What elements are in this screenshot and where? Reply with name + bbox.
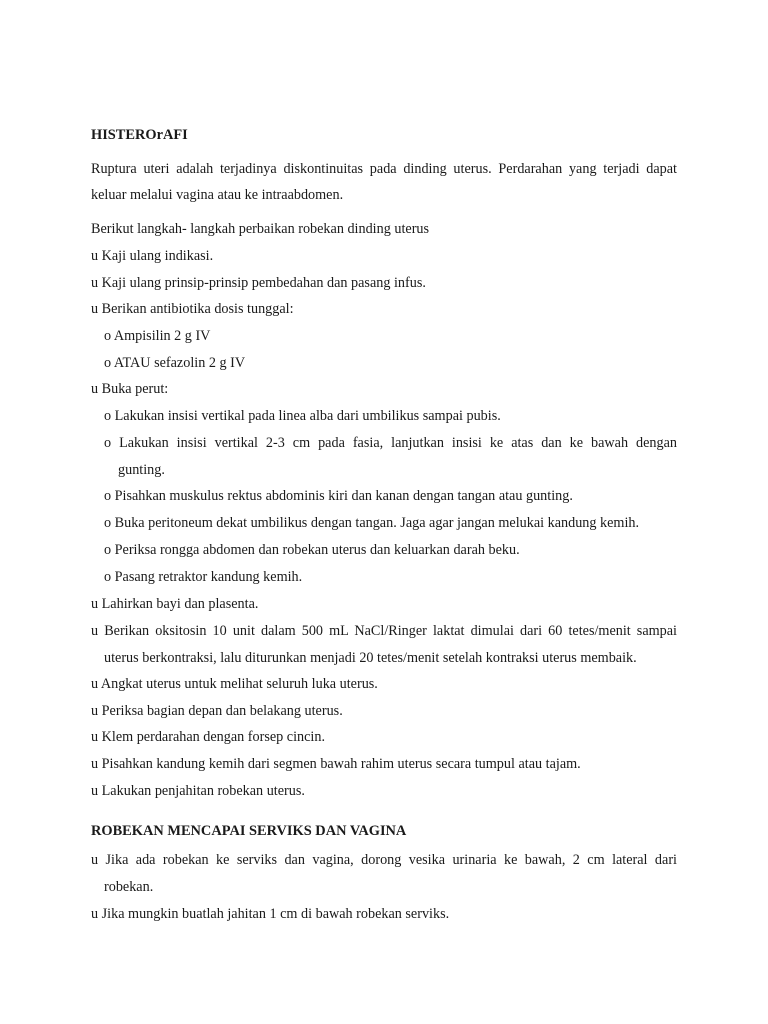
sub-list-item: o Buka peritoneum dekat umbilikus dengan tangan. Jaga agar jangan melukai kandung kemih. (104, 515, 640, 531)
list-item-continuation: robekan. (104, 879, 154, 895)
list-item: u Lahirkan bayi dan plasenta. (91, 596, 259, 612)
list-item: u Kaji ulang prinsip-prinsip pembedahan dan pasang infus. (91, 275, 426, 291)
sub-list-item: o ATAU sefazolin 2 g IV (104, 355, 246, 371)
steps-heading: Berikut langkah- langkah perbaikan robekan dinding uterus (91, 221, 430, 237)
sub-list-item: o Lakukan insisi vertikal 2-3 cm pada fasia, lanjutkan insisi ke atas dan ke bawah dengan (104, 435, 677, 451)
list-item: u Periksa bagian depan dan belakang uterus. (91, 703, 343, 719)
sub-list-item: o Pisahkan muskulus rektus abdominis kiri dan kanan dengan tangan atau gunting. (104, 488, 573, 504)
list-item: u Berikan oksitosin 10 unit dalam 500 mL NaCl/Ringer laktat dimulai dari 60 tetes/menit sampai (91, 623, 677, 639)
section-title-histerorafi: HISTEROrAFI (91, 127, 188, 143)
intro-line: Ruptura uteri adalah terjadinya diskontinuitas pada dinding uterus. Perdarahan yang terjadi dapat (91, 161, 677, 177)
sub-list-item: o Periksa rongga abdomen dan robekan uterus dan keluarkan darah beku. (104, 542, 520, 558)
list-item: u Jika mungkin buatlah jahitan 1 cm di bawah robekan serviks. (91, 906, 450, 922)
list-item: u Lakukan penjahitan robekan uterus. (91, 783, 305, 799)
sub-list-item: o Lakukan insisi vertikal pada linea alba dari umbilikus sampai pubis. (104, 408, 501, 424)
list-item: u Berikan antibiotika dosis tunggal: (91, 301, 294, 317)
sub-list-item-continuation: gunting. (118, 462, 165, 478)
intro-line: keluar melalui vagina atau ke intraabdomen. (91, 187, 344, 203)
sub-list-item: o Pasang retraktor kandung kemih. (104, 569, 303, 585)
list-item: u Buka perut: (91, 381, 169, 397)
list-item: u Pisahkan kandung kemih dari segmen bawah rahim uterus secara tumpul atau tajam. (91, 756, 581, 772)
list-item-continuation: uterus berkontraksi, lalu diturunkan menjadi 20 tetes/menit setelah kontraksi uterus membaik. (104, 650, 637, 666)
list-item: u Angkat uterus untuk melihat seluruh luka uterus. (91, 676, 378, 692)
section-title-robekan: ROBEKAN MENCAPAI SERVIKS DAN VAGINA (91, 823, 407, 839)
sub-list-item: o Ampisilin 2 g IV (104, 328, 211, 344)
list-item: u Kaji ulang indikasi. (91, 248, 214, 264)
list-item: u Klem perdarahan dengan forsep cincin. (91, 729, 325, 745)
list-item: u Jika ada robekan ke serviks dan vagina, dorong vesika urinaria ke bawah, 2 cm lateral dari (91, 852, 677, 868)
